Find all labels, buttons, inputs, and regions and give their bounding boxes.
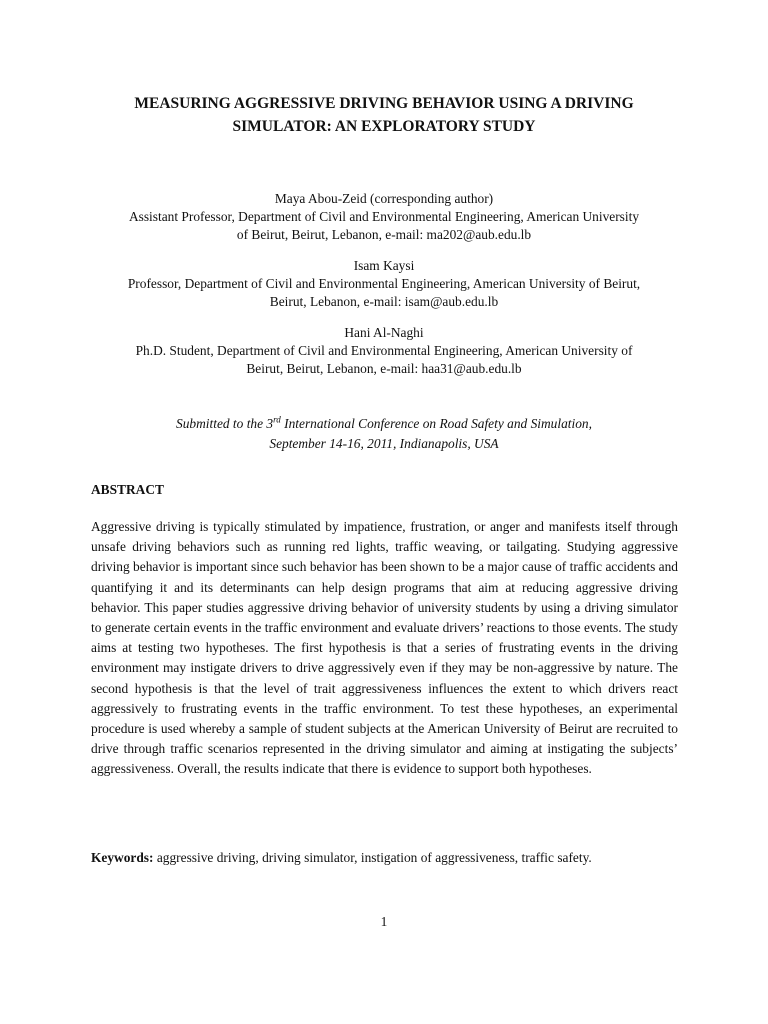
author-name: Hani Al-Naghi [344, 325, 424, 340]
submission-note [80, 414, 688, 454]
author-affiliation-contact: of Beirut, Beirut, Lebanon, e-mail: ma202@aub.edu.lb [236, 227, 532, 242]
author-block-1 [80, 190, 688, 244]
author-name: Maya Abou-Zeid (corresponding author) [274, 191, 494, 206]
title-line-1: MEASURING AGGRESSIVE DRIVING BEHAVIOR USING A DRIVING [134, 95, 634, 112]
keywords [91, 848, 678, 868]
author-affiliation: Professor, Department of Civil and Environmental Engineering, American University of Beirut, [127, 276, 641, 291]
paper-title [90, 92, 678, 138]
author-name: Isam Kaysi [353, 258, 415, 273]
author-affiliation: Assistant Professor, Department of Civil and Environmental Engineering, American University [128, 209, 640, 224]
author-block-3 [80, 324, 688, 378]
keywords-label: Keywords: [91, 850, 154, 865]
submission-suffix: International Conference on Road Safety and Simulation, [280, 416, 592, 431]
page-number: 1 [380, 914, 388, 929]
author-affiliation-contact: Beirut, Beirut, Lebanon, e-mail: haa31@aub.edu.lb [246, 361, 522, 376]
abstract-heading: ABSTRACT [91, 482, 164, 497]
author-affiliation-contact: Beirut, Lebanon, e-mail: isam@aub.edu.lb [269, 294, 499, 309]
title-line-2: SIMULATOR: AN EXPLORATORY STUDY [232, 118, 536, 135]
author-block-2 [80, 257, 688, 311]
submission-line-2: September 14-16, 2011, Indianapolis, USA [269, 436, 499, 451]
submission-prefix: Submitted to the 3 [176, 416, 274, 431]
keywords-text: aggressive driving, driving simulator, instigation of aggressiveness, traffic safety. [153, 850, 592, 865]
author-affiliation: Ph.D. Student, Department of Civil and Environmental Engineering, American University of [135, 343, 633, 358]
ordinal-superscript: rd [273, 414, 281, 425]
author-list [80, 190, 688, 391]
abstract-text: Aggressive driving is typically stimulated by impatience, frustration, or anger and manifests itself through unsafe driving behaviors such as running red lights, traffic weaving, or tailgating. Studying aggressive driving behavior is important since such behavior has been shown to be a major cause of traffic accidents and quantifying it and its determinants can help design programs that aim at reducing aggressive driving behavior. This paper studies aggressive driving behavior of university students by using a driving simulator to generate certain events in the traffic environment and evaluate drivers’ reactions to those events. The study aims at testing two hypotheses. The first hypothesis is that a series of frustrating events in the driving environment may instigate drivers to drive aggressively even if they may be non-aggressive by nature. The second hypothesis is that the level of trait aggressiveness influences the extent to which drivers react aggressively to frustrating events in the traffic environment. To test these hypotheses, an experimental procedure is used whereby a sample of student subjects at the American University of Beirut are recruited to drive through traffic scenarios represented in the driving simulator and aiming at instigating the subjects’ aggressiveness. Overall, the results indicate that there is evidence to support both hypotheses. [91, 519, 678, 777]
submission-line-1 [80, 414, 688, 434]
